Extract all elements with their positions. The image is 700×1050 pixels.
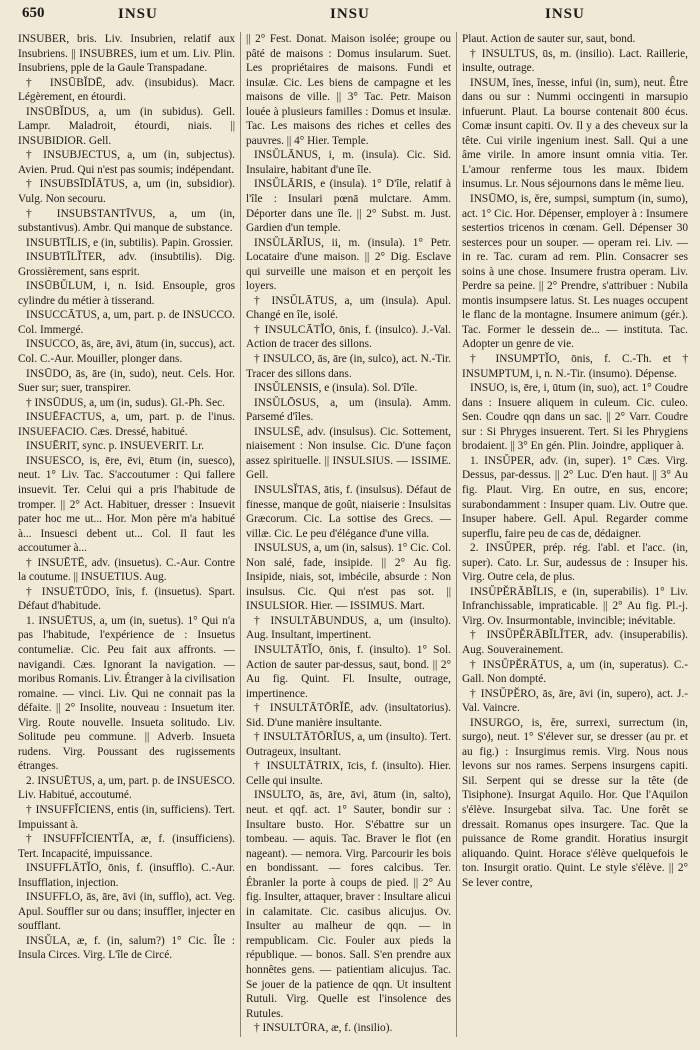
dictionary-entry: † INSŬLĀTUS, a, um (insula). Apul. Changé en île, isolé.	[246, 294, 451, 322]
column-divider	[240, 32, 241, 1037]
dictionary-entry: INSUCCO, ās, āre, āvi, ātum (in, succus), act. Col. C.-Aur. Mouiller, plonger dans.	[18, 338, 235, 366]
dictionary-entry: † INSULTĀTŌRĬĒ, adv. (insultatorius). Sid. D'une manière insultante.	[246, 702, 451, 729]
dictionary-entry: † INSŪDUS, a, um (in, sudus). Gl.-Ph. Sec.	[26, 396, 225, 409]
dictionary-entry: INSUBTĪLĬTER, adv. (insubtilis). Dig. Grossièrement, sans esprit.	[18, 251, 235, 278]
dictionary-entry: 1. INSŬPER, adv. (in, super). 1° Cæs. Virg. Dessus, par-dessus. || 2° Luc. D'en haut. || 3° Au fig. Plaut. Virg. En outre, en sus, encore; surabondamment : Insuper quam. Liv. Outre que. Insuper habere. Gell. Apul. Regarder comme superflu, faire peu de cas de, dédaigner.	[462, 454, 688, 540]
dictionary-entry: INSŬLA, æ, f. (in, salum?) 1° Cic. Île : Insula Circes. Virg. L'île de Circé.	[18, 934, 235, 962]
dictionary-entry: † INSUFFĬCIENTĬA, æ, f. (insufficiens). Tert. Incapacité, impuissance.	[18, 833, 235, 860]
dictionary-entry: INSUCCĀTUS, a, um, part. p. de INSUCCO. Col. Immergé.	[18, 309, 235, 336]
page-header	[0, 0, 700, 30]
dictionary-entry: † INSUFFĬCIENS, entis (in, sufficiens). Tert. Impuissant à.	[18, 803, 235, 831]
page-number: 650	[22, 5, 45, 21]
dictionary-entry: INSŬLĀRĬUS, ii, m. (insula). 1° Petr. Locataire d'une maison. || 2° Dig. Esclave qui surveille une maison et en perçoit les loyers.	[246, 236, 451, 293]
dictionary-entry: INSŬLĀNUS, i, m. (insula). Cic. Sid. Insulaire, habitant d'une île.	[246, 149, 451, 176]
dictionary-entry: † INSŬPĔRĀBĬLĬTER, adv. (insuperabilis). Aug. Souverainement.	[462, 629, 688, 656]
dictionary-entry: † INSULTĀTŌRĬUS, a, um (insulto). Tert. Outrageux, insultant.	[246, 731, 451, 758]
text-column-left	[18, 32, 235, 1042]
dictionary-entry: † INSŪBĬDĒ, adv. (insubidus). Macr. Légèrement, en étourdi.	[18, 76, 235, 104]
dictionary-entry: INSŬLŌSUS, a, um (insula). Amm. Parsemé d'îles.	[246, 396, 451, 424]
dictionary-entry: INSŬLĀRIS, e (insula). 1° D'île, relatif à l'île : Insulari pœnā mulctare. Amm. Déporter dans une île. || 2° Subst. m. Just. Gardien d'un temple.	[246, 178, 451, 235]
dictionary-entry: † INSUMPTĬO, ōnis, f. C.-Th. et † INSUMPTUM, i, n. N.-Tir. (insumo). Dépense.	[462, 353, 688, 380]
dictionary-entry: INSURGO, is, ĕre, surrexi, surrectum (in, surgo), neut. 1° S'élever sur, se dresser (au pr. et au fig.) : Insurgimus remis. Virg. Nous nous levons sur nos rames. Serpens insurgens capiti. Sil. Serpent qui se dresse sur la tête (de Tisiphone). Insurgat Aquilo. Hor. Que l'Aquilon s'élève. Insurgebat silva. Tac. Une forêt se dressait. Romanus opes insurgere. Tac. Que la puissance de Rome grandit. Horatius insurgit aliquando. Quint. Horace s'élève quelquefois le ton. Insurgit oratio. Quint. Le style s'élève. || 2° Se lever contre,	[462, 716, 688, 889]
dictionary-entry: INSŪDO, ās, āre (in, sudo), neut. Cels. Hor. Suer sur; suer, transpirer.	[18, 367, 235, 395]
dictionary-entry: † INSŬPĔRO, ās, āre, āvi (in, supero), act. J.-Val. Vaincre.	[462, 687, 688, 715]
dictionary-entry: † INSULCĀTĬO, ōnis, f. (insulco). J.-Val. Action de tracer des sillons.	[246, 323, 451, 351]
dictionary-entry: INSŬPĔRĀBĬLIS, e (in, superabilis). 1° Liv. Infranchissable, impraticable. || 2° Au fig. Pl.-j. Virg. Ov. Insurmontable, invincible; inévitable.	[462, 585, 688, 627]
column-divider	[456, 32, 457, 1037]
dictionary-entry: INSUO, is, ēre, i, ūtum (in, suo), act. 1° Coudre dans : Insuere aliquem in culeum. Cic. culeo. Sen. Coudre qqn dans un sac. || 2° Varr. Coudre sur : Si Phryges insuerent. Tert. Si les Phrygiens brodaient. || 3° En gén. Plin. Joindre, appliquer à.	[462, 382, 688, 453]
dictionary-entry: INSUFFLĀTĬO, ōnis, f. (insufflo). C.-Aur. Insufflation, injection.	[18, 862, 235, 889]
dictionary-entry: † INSUBJECTUS, a, um (in, subjectus). Avien. Prud. Qui n'est pas soumis; indépendant.	[18, 149, 235, 176]
dictionary-entry: INSULSĒ, adv. (insulsus). Cic. Sottement, niaisement : Non insulse. Cic. D'une façon assez spirituelle. || INSULSIUS. — ISSIME. Gell.	[246, 425, 451, 482]
dictionary-entry: INSUĒRIT, sync. p. INSUEVERIT. Lr.	[26, 440, 205, 453]
dictionary-entry: † INSUĒTŪDO, ĭnis, f. (insuetus). Spart. Défaut d'habitude.	[18, 585, 235, 613]
dictionary-entry: Plaut. Action de sauter sur, saut, bond.	[462, 33, 636, 45]
dictionary-entry: † INSULTŪRA, æ, f. (insilio).	[254, 1022, 393, 1035]
dictionary-entry: † INSUBSĪDĬĀTUS, a, um (in, subsidior). Vulg. Non secouru.	[18, 178, 235, 206]
dictionary-entry: 2. INSŬPER, prép. rég. l'abl. et l'acc. (in, super). Cato. Lr. Sur, audessus de : Insuper his. Virg. Outre cela, de plus.	[462, 542, 688, 584]
dictionary-entry: INSULSĬTAS, ātis, f. (insulsus). Défaut de finesse, manque de goût, niaiserie : Insulsitas Græcorum. Cic. La sottise des Grecs. — villæ. Cic. Le peu d'élégance d'une villa.	[246, 483, 451, 540]
text-column-right	[462, 32, 688, 1042]
running-head-left: INSU	[118, 6, 158, 22]
dictionary-entry: † INSUĒTĒ, adv. (insuetus). C.-Aur. Contre la coutume. || INSUETIUS. Aug.	[18, 556, 235, 584]
dictionary-entry: INSŪMO, is, ĕre, sumpsi, sumptum (in, sumo), act. 1° Cic. Hor. Dépenser, employer à : Insumere sestertios tricenos in cœnam. Gell. Dépenser 30 sesterces pour un souper. — operam rei. Liv. — in re. Tac. curam ad rem. Plin. Consacrer ses soins à une chose. Insumere frustra operam. Liv. Perdre sa peine. || 2° Prendre, s'attribuer : Nubila montis insumpsere latus. St. Les nuages occupent le flanc de la montagne. Insumere animum (gér.). Tac. Former le dessein de... — instituta. Tac. Adopter un genre de vie.	[462, 193, 688, 351]
dictionary-entry: INSUĒFACTUS, a, um, part. p. de l'inus. INSUEFACIO. Cæs. Dressé, habitué.	[18, 411, 235, 438]
dictionary-entry: INSULTO, ās, āre, āvi, ātum (in, salto), neut. et qqf. act. 1° Sauter, bondir sur : Insultare busto. Hor. S'ébattre sur un tombeau. — aquis. Tac. Braver le flot (en nageant). — nemora. Virg. Parcourir les bois en bondissant. — fores calcibus. Ter. Ébranler la porte à coups de pied. || 2° Au fig. Insulter, attaquer, braver : Insultare alicui in calamitate. Cic. casibus alicujus. Ov. Insulter au malheur de qqn. — in rempublicam. Cic. Fouler aux pieds la république. — bonos. Sall. S'en prendre aux honnêtes gens. — patientiam alicujus. Tac. Se jouer de la patience de qqn. Ut insultent Rutuli. Virg. Quelle est l'insolence des Rutules.	[246, 789, 451, 1020]
dictionary-entry: † INSULTĀTRIX, īcis, f. (insulto). Hier. Celle qui insulte.	[246, 760, 451, 787]
dictionary-entry: † INSULCO, ās, āre (in, sulco), act. N.-Tir. Tracer des sillons dans.	[246, 353, 451, 380]
dictionary-entry: † INSŬPĔRĀTUS, a, um (in, superatus). C.-Gall. Non dompté.	[462, 658, 688, 686]
dictionary-entry: INSULSUS, a, um (in, salsus). 1° Cic. Col. Non salé, fade, insipide. || 2° Au fig. Insipide, niais, sot, imbécile, absurde : Non insulsus. Cic. Qui n'est pas sot. || INSULSIOR. Hier. — ISSIMUS. Mart.	[246, 542, 451, 613]
dictionary-entry: INSUBER, bris. Liv. Insubrien, relatif aux Insubriens. || INSUBRES, ium et um. Liv. Plin. Insubriens, pple de la Gaule Transpadane.	[18, 33, 235, 75]
dictionary-entry: INSUFFLO, ās, āre, āvi (in, sufflo), act. Veg. Apul. Souffler sur ou dans; insuffler, injecter en soufflant.	[18, 891, 235, 933]
dictionary-entry: INSŪBĬDUS, a, um (in subidus). Gell. Lampr. Maladroit, étourdi, niais. || INSUBIDIOR. Gell.	[18, 105, 235, 147]
dictionary-entry: † INSUBSTANTĪVUS, a, um (in, substantivus). Ambr. Qui manque de substance.	[18, 207, 235, 235]
dictionary-entry: INSŪBŬLUM, i, n. Isid. Ensouple, gros cylindre du métier à tisserand.	[18, 280, 235, 307]
dictionary-entry: || 2° Fest. Donat. Maison isolée; groupe ou pâté de maisons : Domus insularum. Suet. Les propriétaires de maisons. Fundi et insulæ. Cic. Les biens de campagne et les maisons de ville. || 3° Tac. Petr. Maison louée à plusieurs familles : Domus et insulæ. Tac. Les maisons des riches et celles des pauvres. || 4° Hier. Temple.	[246, 33, 451, 147]
dictionary-entry: 1. INSUĒTUS, a, um (in, suetus). 1° Qui n'a pas l'habitude, l'expérience de : Insuetus contumeliæ. Cic. Peu fait aux affronts. — navigandi. Cæs. Ignorant la navigation. — moribus Romanis. Liv. Étranger à la civilisation romaine. — vinci. Liv. Qui ne connait pas la défaite. || 2° Insolite, nouveau : Insuetum iter. Virg. Route nouvelle. Insueta solitudo. Liv. Solitude peu commune. || Adverb. Insueta rudens. Virg. Poussant des rugissements étranges.	[18, 614, 235, 773]
running-head-center: INSU	[330, 6, 370, 22]
text-column-middle	[246, 32, 451, 1042]
dictionary-entry: † INSULTUS, ūs, m. (insilio). Lact. Raillerie, insulte, outrage.	[462, 47, 688, 75]
dictionary-entry: INSUESCO, is, ēre, ēvi, ētum (in, suesco), neut. 1° Liv. Tac. S'accoutumer : Qui fallere insuevit. Ter. Celui qui a pris l'habitude de tromper. || 2° Act. Habituer, dresser : Insuevit pater hoc me ut... Hor. Mon père m'a habitué à... Insuesci debent ut... Col. Il faut les accoutumer à...	[18, 454, 235, 555]
dictionary-entry: INSUM, ĭnes, ĭnesse, infui (in, sum), neut. Être dans ou sur : Nummi occingenti in marsupio infuerunt. Plaut. La bourse contenait 800 écus. Comæ insunt capiti. Ov. Il y a des cheveux sur la tête. Cui virile ingenium inest. Sall. Qui a une âme virile. In amore insunt omnia vitia. Ter. L'amour renferme tous les maux. Ibidem insumus. Lr. Nous séjournons dans le même lieu.	[462, 76, 688, 191]
dictionary-entry: † INSULTĀBUNDUS, a, um (insulto). Aug. Insultant, impertinent.	[246, 614, 451, 642]
dictionary-entry: 2. INSUĒTUS, a, um, part. p. de INSUESCO. Liv. Habitué, accoutumé.	[18, 774, 235, 802]
running-head-right: INSU	[545, 6, 585, 22]
dictionary-entry: INSUBTĪLIS, e (in, subtilis). Papin. Grossier.	[26, 236, 234, 249]
dictionary-entry: INSULTĀTĬO, ōnis, f. (insulto). 1° Sol. Action de sauter par-dessus, saut, bond. || 2° Au fig. Quint. Fl. Insulte, outrage, impertinence.	[246, 643, 451, 700]
dictionary-entry: INSŬLENSIS, e (insula). Sol. D'île.	[254, 382, 418, 395]
